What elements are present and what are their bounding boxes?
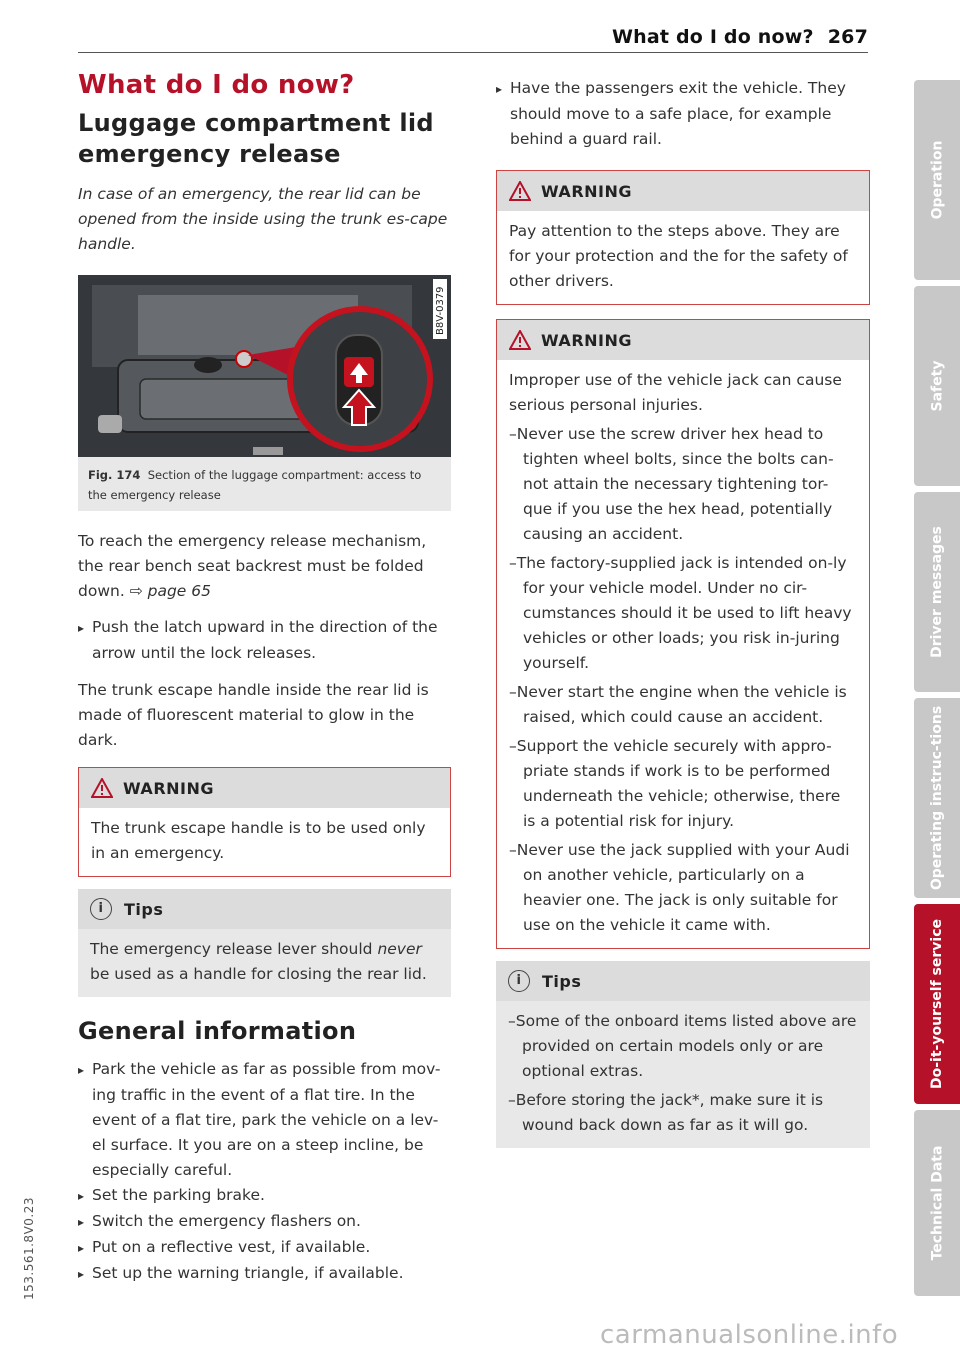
info-icon: i [90,898,112,920]
para-release [78,529,451,604]
tab-label: Safety [929,360,945,412]
section-title: What do I do now? [78,70,355,100]
tips-text-a: The emergency release lever should [90,940,378,958]
tips-title: Tips [542,971,582,991]
figure-image [78,275,451,457]
warning-title: WARNING [541,330,632,350]
tab-operation[interactable] [914,80,960,280]
tips-text-em: never [377,940,422,958]
warning-box [496,170,870,305]
general-step: ▸ Switch the emergency flashers on. [78,1209,451,1235]
warning-header [79,768,450,808]
para-release-text: To reach the emergency release mechanism, the rear bench seat backrest must be folded down. [78,532,427,600]
tab-do-it-yourself-service[interactable] [914,904,960,1104]
tips-header [496,961,870,1001]
warning-item: – Never start the engine when the vehicle is raised, which could cause an accident. [509,680,857,730]
warning-box [496,319,870,949]
tab-label: Do-it-yourself service [929,918,946,1090]
warning-item: – Never use the screw driver hex head to tighten wheel bolts, since the bolts can-not attain the necessary tightening tor-que if you use the hex head, potentially causing an accident. [509,422,857,547]
tips-header [78,889,451,929]
figure-code: B8V-0379 [435,286,446,335]
warning-header [497,320,869,360]
general-step: ▸ Set the parking brake. [78,1183,451,1209]
warning-text: The trunk escape handle is to be used only in an emergency. [91,819,426,862]
warning-text: Pay attention to the steps above. They are for your protection and the for the safety of other drivers. [509,222,848,290]
warning-intro: Improper use of the vehicle jack can cause serious personal injuries. [509,371,842,414]
page-number: 267 [827,26,868,48]
left-column [78,70,451,1287]
figure-code-box [433,279,447,339]
tab-label: Driver messages [929,526,945,658]
general-step: ▸ Park the vehicle as far as possible from mov-ing traffic in the event of a flat tire. In the event of a flat tire, park the vehicle on a lev-el surface. It you are on a steep incline, be especially careful. [78,1057,451,1183]
tab-label: Technical Data [929,1145,945,1261]
general-step: ▸ Put on a reflective vest, if available. [78,1235,451,1261]
running-head-title: What do I do now? [611,26,814,48]
tips-text-b: be used as a handle for closing the rear lid. [90,965,427,983]
page-reference-link[interactable]: ⇨ page 65 [129,582,211,600]
warning-item: – Support the vehicle securely with appro-priate stands if work is to be performed underneath the vehicle; otherwise, there is a potential risk for injury. [509,734,857,834]
general-step: ▸ Set up the warning triangle, if available. [78,1261,451,1287]
general-information-title: General information [78,1017,357,1045]
right-column [496,76,870,1158]
tips-item: – Before storing the jack*, make sure it is wound back down as far as it will go. [508,1088,858,1138]
tips-box [78,889,451,997]
info-icon: i [508,970,530,992]
warning-box [78,767,451,877]
step-push-latch: ▸ Push the latch upward in the direction of the arrow until the lock releases. [78,615,451,666]
warning-title: WARNING [541,181,632,201]
tips-item: – Some of the onboard items listed above are provided on certain models only or are optional extras. [508,1009,858,1084]
luggage-compartment-illustration [78,275,451,457]
subsection-title: Luggage compartment lid emergency release [78,109,434,168]
figure-label: Fig. 174 [88,468,141,482]
para-fluorescent: The trunk escape handle inside the rear lid is made of fluorescent material to glow in the dark. [78,681,429,749]
figure [78,275,451,511]
figure-caption [78,457,451,511]
tab-driver-messages[interactable] [914,492,960,692]
tab-technical-data[interactable] [914,1110,960,1296]
tab-operating-instructions[interactable] [914,698,960,898]
warning-item: – The factory-supplied jack is intended on-ly for your vehicle model. Under no cir-cumstances should it be used to lift heavy vehicles or other loads; you risk in-juring yourself. [509,551,857,676]
tips-box [496,961,870,1148]
warning-triangle-icon [509,330,531,350]
header-rule [78,52,868,53]
tab-label: Operation [929,140,946,220]
warning-triangle-icon [91,778,113,798]
warning-item: – Never use the jack supplied with your Audi on another vehicle, particularly on a heavier one. The jack is only suitable for use on the vehicle it came with. [509,838,857,938]
warning-triangle-icon [509,181,531,201]
intro-text: In case of an emergency, the rear lid can be opened from the inside using the trunk es-cape handle. [78,185,448,253]
running-head [612,26,868,48]
tips-text [90,937,439,987]
tab-label: Operating instruc-tions [929,705,945,891]
tips-title: Tips [124,899,164,919]
tab-safety[interactable] [914,286,960,486]
watermark: carmanualsonline.info [600,1320,899,1350]
figure-caption-text: Section of the luggage compartment: access to the emergency release [88,468,422,502]
step-passengers-exit: ▸ Have the passengers exit the vehicle. They should move to a safe place, for example behind a guard rail. [496,76,870,152]
document-id: 153.561.8V0.23 [22,1197,36,1300]
warning-title: WARNING [123,778,214,798]
warning-header [497,171,869,211]
